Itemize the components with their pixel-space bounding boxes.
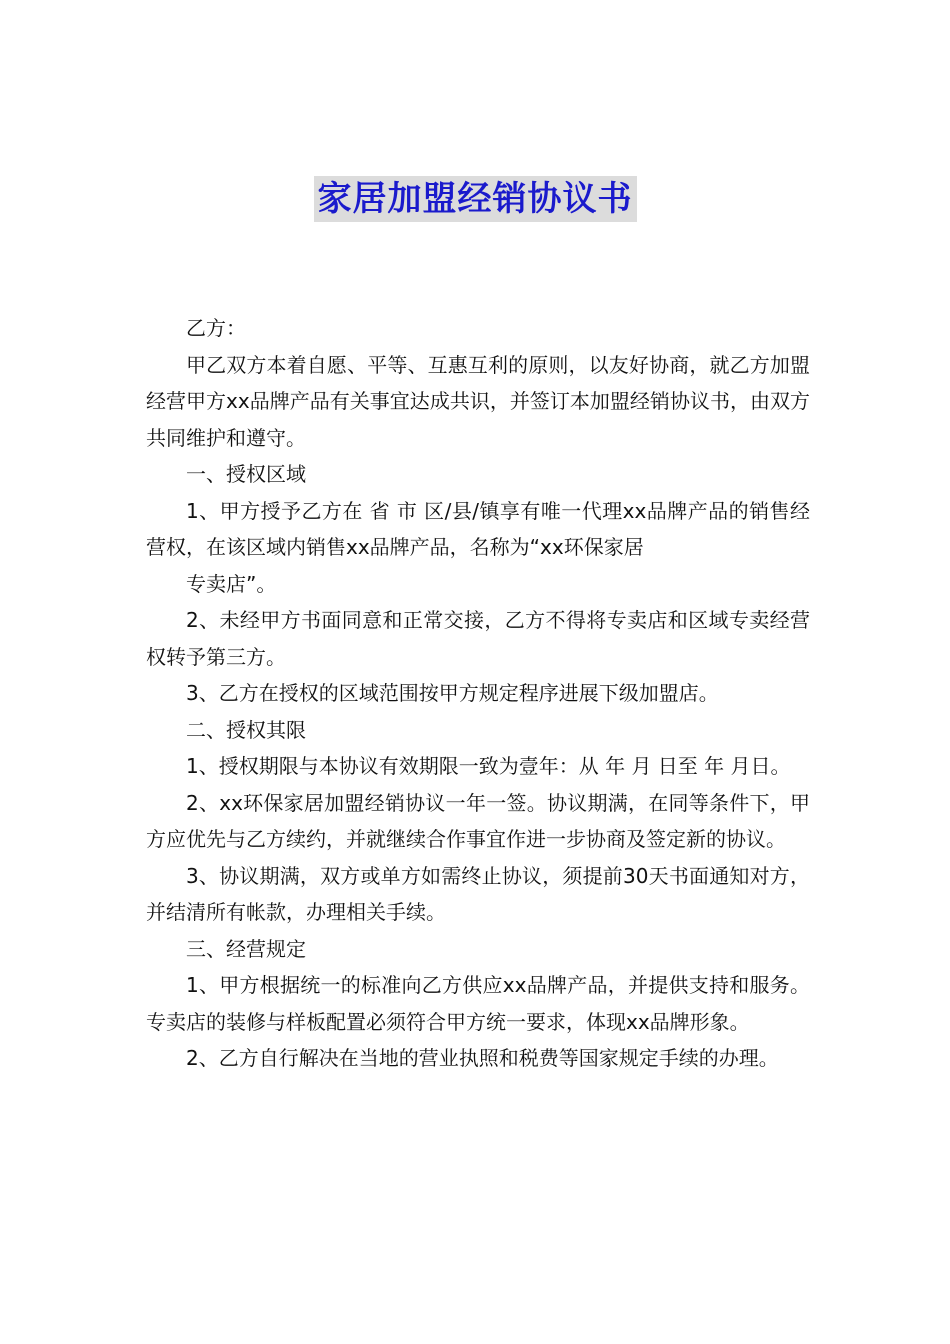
clause-1-3: 3、乙方在授权的区域范围按甲方规定程序进展下级加盟店。 — [186, 681, 719, 705]
clause-2-2: 2、xx环保家居加盟经销协议一年一签。协议期满，在同等条件下，甲方应优先与乙方续约，并就继续合作事宜作进一步协商及签定新的协议。 — [146, 790, 810, 851]
clause-3-2: 2、乙方自行解决在当地的营业执照和税费等国家规定手续的办理。 — [186, 1046, 779, 1070]
clause-1-2: 2、未经甲方书面同意和正常交接，乙方不得将专卖店和区域专卖经营权转予第三方。 — [146, 608, 810, 669]
preamble-paragraph: 甲乙双方本着自愿、平等、互惠互利的原则，以友好协商，就乙方加盟经营甲方xx品牌产品有关事宜达成共识，并签订本加盟经销协议书，由双方共同维护和遵守。 — [146, 352, 810, 450]
party-b-line: 乙方： — [186, 316, 246, 340]
section-heading-authorized-area: 一、授权区域 — [186, 462, 306, 486]
clause-2-1: 1、授权期限与本协议有效期限一致为壹年：从 年 月 日至 年 月日。 — [186, 754, 791, 778]
clause-3-1: 1、甲方根据统一的标准向乙方供应xx品牌产品，并提供支持和服务。专卖店的装修与样板配置必须符合甲方统一要求，体现xx品牌形象。 — [146, 973, 810, 1034]
clause-2-3: 3、协议期满，双方或单方如需终止协议，须提前30天书面通知对方，并结清所有帐款，办理相关手续。 — [146, 863, 810, 924]
section-heading-authorization-period: 二、授权其限 — [186, 717, 306, 742]
section-heading-business-rules: 三、经营规定 — [186, 936, 306, 961]
clause-1-1-continuation: 专卖店”。 — [186, 571, 277, 596]
clause-1-1: 1、甲方授予乙方在 省 市 区/县/镇享有唯一代理xx品牌产品的销售经营权，在该区域内销售xx品牌产品，名称为“xx环保家居 — [146, 498, 810, 559]
title-container — [0, 176, 950, 222]
document-body — [146, 310, 810, 1077]
document-title: 家居加盟经销协议书 — [314, 176, 637, 222]
